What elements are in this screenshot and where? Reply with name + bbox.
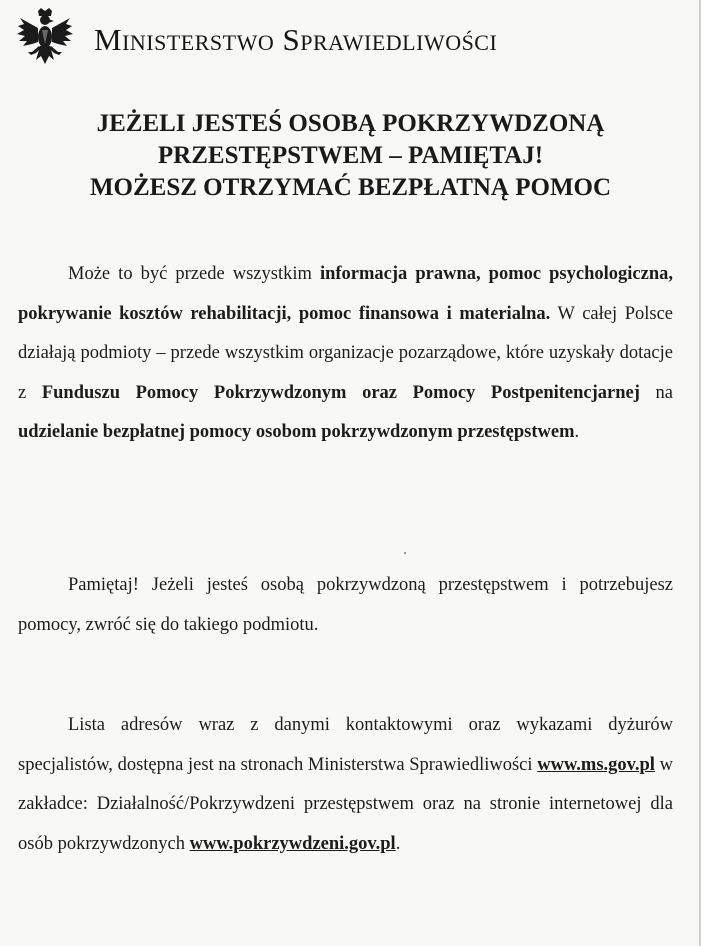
headline	[0, 108, 701, 204]
paragraph3-text-2: w zakładce: Działalność/Pokrzywdzeni przestępstwem oraz na stronie internetowej dla osób pokrzywdzonych	[18, 754, 673, 854]
scan-speck	[404, 552, 406, 554]
paragraph1-bold-1: informacja prawna, pomoc psychologiczna, pokrywanie kosztów rehabilitacji, pomoc finansowa i materialna.	[18, 264, 673, 324]
paragraph1-text-3: na	[639, 382, 673, 403]
letterhead	[16, 8, 676, 70]
paragraph1-bold-2: Funduszu Pomocy Pokrzywdzonym oraz Pomocy Postpenitencjarnej	[41, 382, 640, 403]
paragraph1-text-4: .	[574, 422, 580, 442]
headline-line-1: JEŻELI JESTEŚ OSOBĄ POKRZYWDZONĄ	[96, 110, 605, 137]
pokrzywdzeni-gov-link[interactable]: www.pokrzywdzeni.gov.pl	[189, 833, 396, 854]
paragraph1-text-2: W całej Polsce działają podmioty – przede wszystkim organizacje pozarządowe, które uzyskały dotacje z	[18, 303, 673, 403]
paragraph-help-types	[18, 255, 673, 453]
headline-line-3: MOŻESZ OTRZYMAĆ BEZPŁATNĄ POMOC	[89, 174, 612, 201]
paragraph1-text-1: Może to być przede wszystkim	[68, 264, 320, 284]
paragraph1-bold-3: udzielanie bezpłatnej pomocy osobom pokrzywdzonym przestępstwem	[18, 422, 575, 442]
paragraph3-text-1: Lista adresów wraz z danymi kontaktowymi oraz wykazami dyżurów specjalistów, dostępna jest na stronach Ministerstwa Sprawiedliwości	[18, 715, 673, 775]
polish-eagle-emblem-icon	[16, 8, 74, 68]
ministry-name: Ministerstwo Sprawiedliwości	[94, 22, 498, 57]
headline-line-2: PRZESTĘPSTWEM – PAMIĘTAJ!	[157, 142, 544, 169]
paragraph3-text-3: .	[395, 833, 401, 854]
paragraph-remember: Pamiętaj! Jeżeli jesteś osobą pokrzywdzoną przestępstwem i potrzebujesz pomocy, zwróć się do takiego podmiotu.	[18, 575, 673, 635]
ms-gov-link[interactable]: www.ms.gov.pl	[537, 754, 655, 775]
paragraph-contact-list	[18, 706, 673, 864]
